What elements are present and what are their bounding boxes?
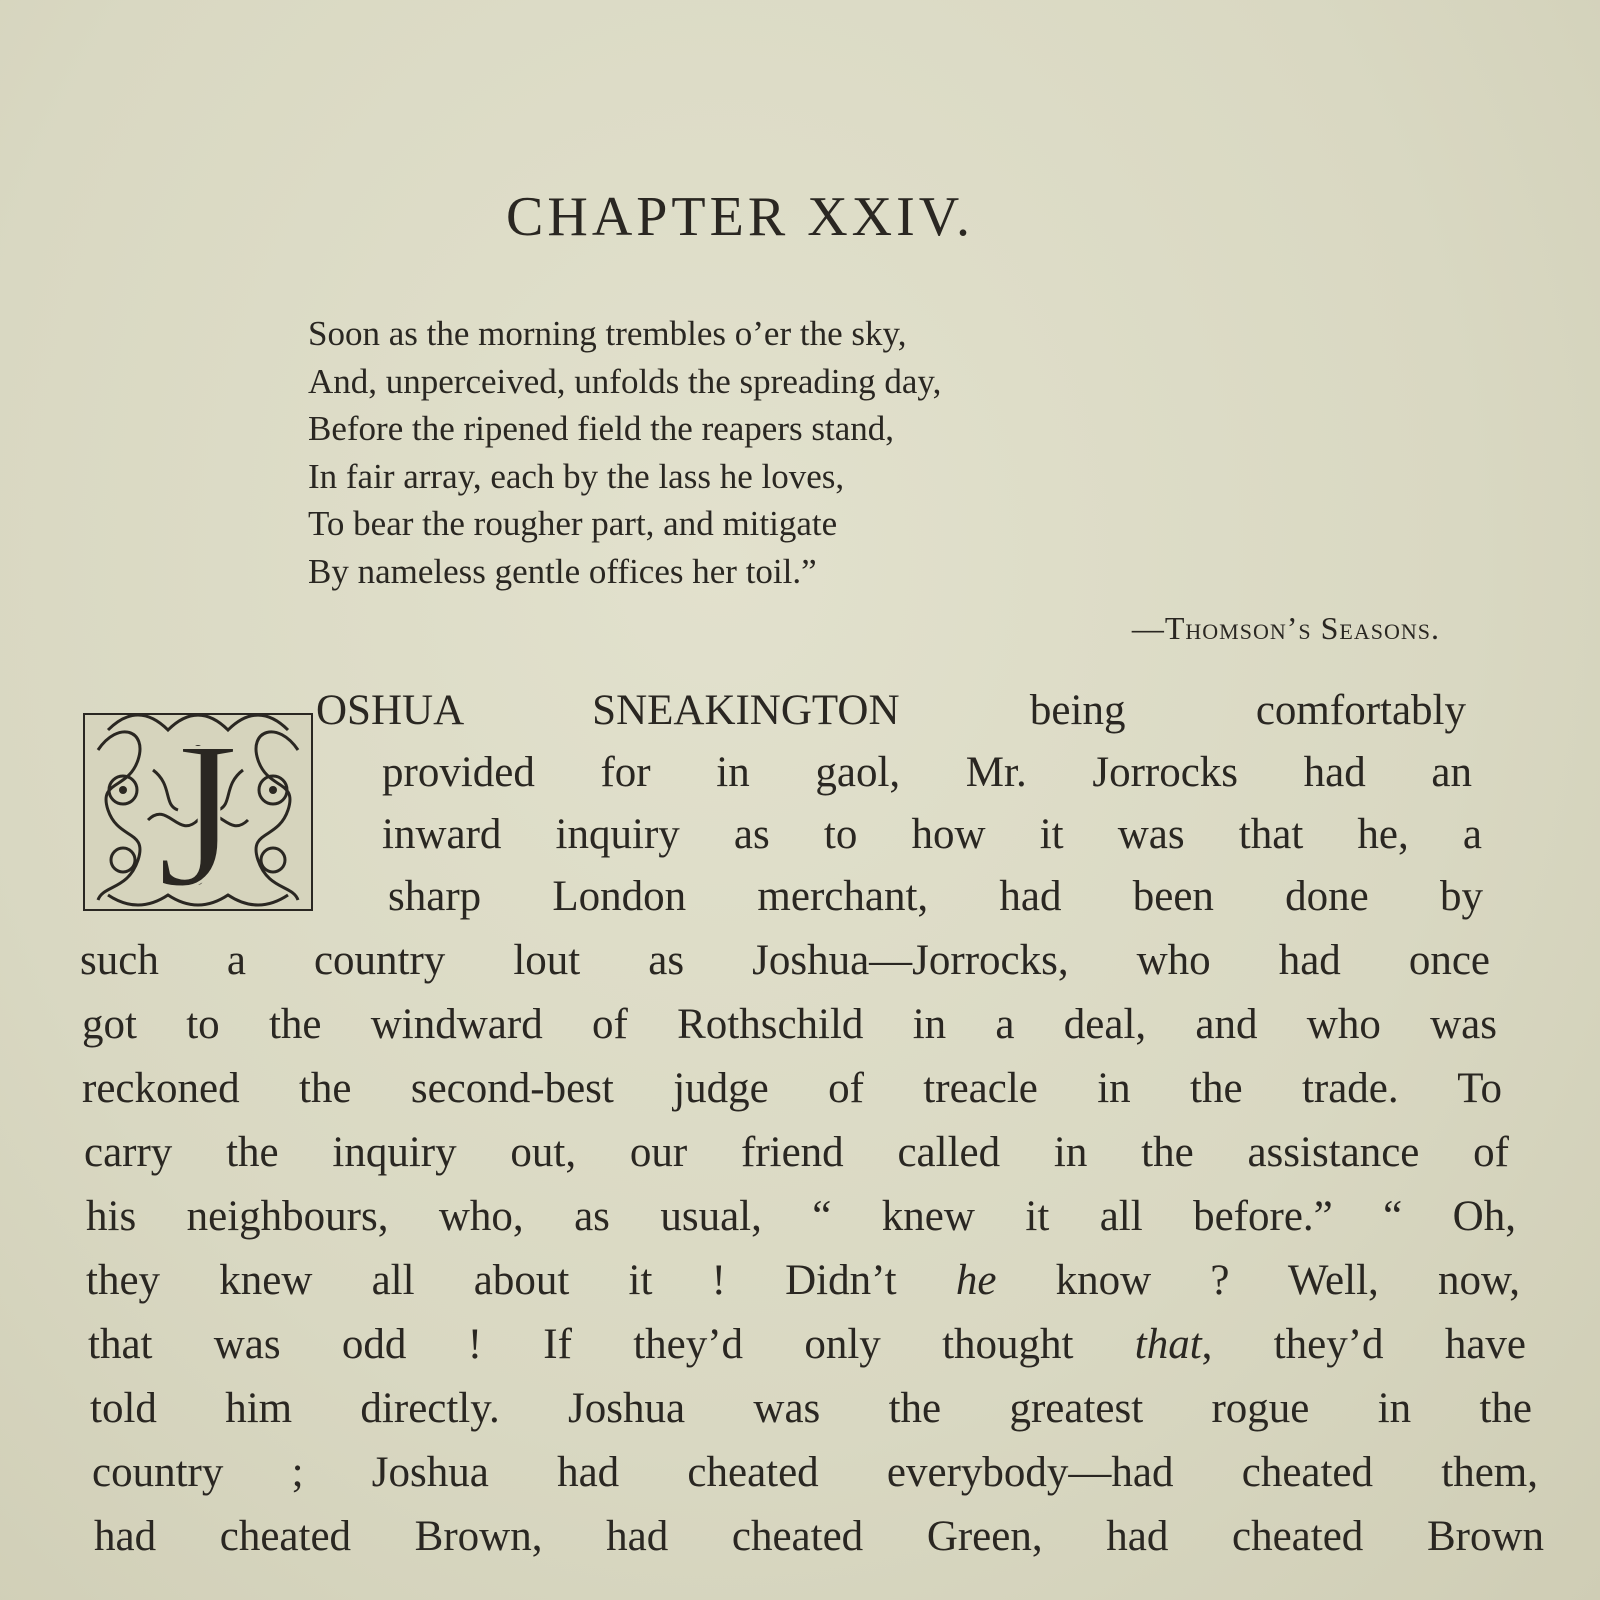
- body-line: sharp London merchant, had been done by: [388, 873, 1483, 920]
- body-text-run: , they’d have: [1201, 1321, 1526, 1368]
- body-line: got to the windward of Rothschild in a deal, and who was: [82, 1001, 1497, 1048]
- chapter-title: CHAPTER XXIV.: [506, 186, 974, 248]
- epigraph-line: To bear the rougher part, and mitigate: [308, 504, 838, 543]
- body-line: country ; Joshua had cheated everybody—had cheated them,: [92, 1449, 1538, 1496]
- epigraph-line: By nameless gentle offices her toil.”: [308, 551, 817, 591]
- body-line: carry the inquiry out, our friend called in the assistance of: [84, 1129, 1509, 1176]
- body-line: [86, 1256, 1520, 1305]
- body-line: had cheated Brown, had cheated Green, had cheated Brown: [94, 1513, 1544, 1560]
- body-line: OSHUA SNEAKINGTON being comfortably: [316, 687, 1466, 734]
- ornamental-dropcap-icon: [78, 690, 318, 922]
- italic-word: he: [955, 1257, 997, 1304]
- body-line: his neighbours, who, as usual, “ knew it all before.” “ Oh,: [86, 1193, 1516, 1240]
- epigraph: [308, 310, 1188, 595]
- body-line: such a country lout as Joshua—Jorrocks, who had once: [80, 937, 1490, 984]
- epigraph-line: And, unperceived, unfolds the spreading day,: [308, 361, 942, 401]
- italic-word: that: [1134, 1321, 1202, 1368]
- epigraph-line: Soon as the morning trembles o’er the sky,: [308, 314, 907, 353]
- epigraph-attribution: —Thomson’s Seasons.: [1131, 610, 1440, 646]
- body-line: told him directly. Joshua was the greatest rogue in the: [90, 1385, 1532, 1432]
- epigraph-line: In fair array, each by the lass he loves,: [308, 456, 845, 496]
- body-line: reckoned the second-best judge of treacle in the trade. To: [82, 1065, 1502, 1112]
- body-line: [88, 1320, 1526, 1369]
- body-line: inward inquiry as to how it was that he, a: [382, 811, 1482, 858]
- epigraph-line: Before the ripened field the reapers stand,: [308, 409, 894, 448]
- body-line: provided for in gaol, Mr. Jorrocks had an: [382, 749, 1472, 796]
- dropcap-letter: J: [157, 699, 239, 922]
- body-text-run: that was odd ! If they’d only thought: [88, 1321, 1135, 1368]
- body-text-run: know ? Well, now,: [996, 1257, 1520, 1304]
- body-text-run: they knew all about it ! Didn’t: [86, 1257, 956, 1304]
